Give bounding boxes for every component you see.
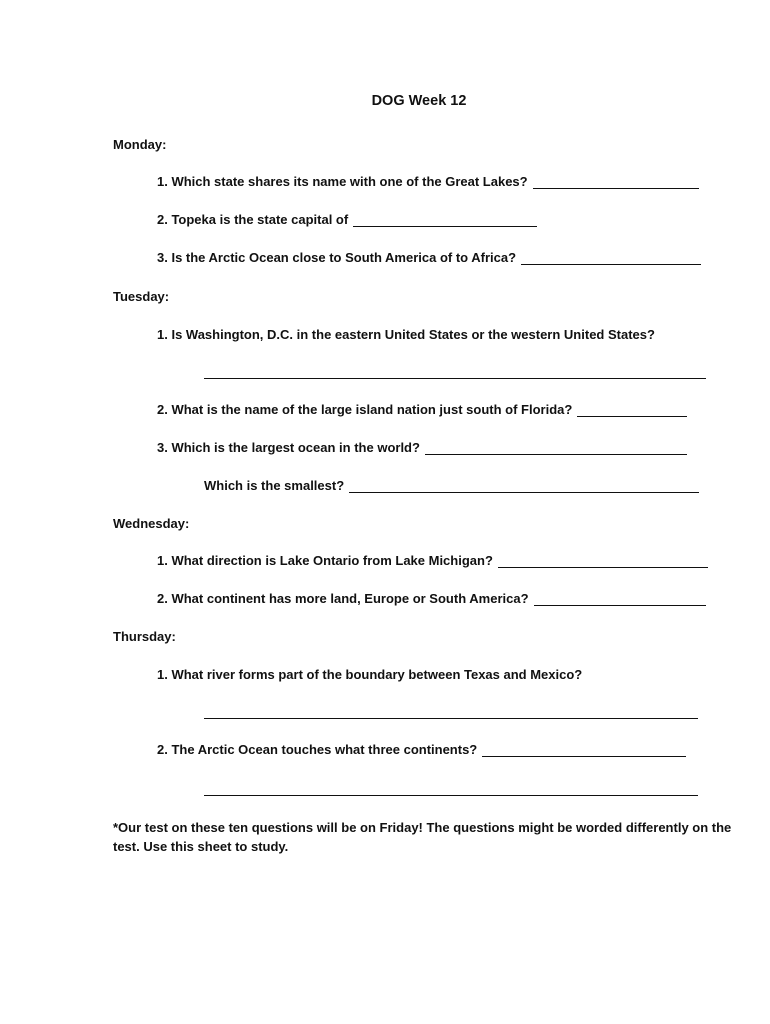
day-heading-thursday: Thursday:	[113, 629, 176, 644]
day-heading-tuesday: Tuesday:	[113, 289, 170, 304]
question-tuesday-2	[157, 402, 687, 417]
answer-blank[interactable]	[521, 252, 701, 265]
question-tuesday-3	[157, 440, 687, 455]
question-text: 3. Which is the largest ocean in the world?	[157, 440, 420, 455]
question-monday-3	[157, 250, 701, 265]
answer-blank[interactable]	[353, 214, 537, 227]
answer-blank[interactable]	[577, 404, 687, 417]
answer-line[interactable]	[204, 718, 698, 719]
question-tuesday-1	[157, 327, 655, 342]
answer-blank[interactable]	[498, 555, 708, 568]
question-text: 1. Which state shares its name with one of the Great Lakes?	[157, 174, 528, 189]
answer-blank[interactable]	[534, 593, 706, 606]
question-text: 2. Topeka is the state capital of	[157, 212, 349, 227]
question-text: 2. What is the name of the large island nation just south of Florida?	[157, 402, 573, 417]
question-thursday-1	[157, 667, 582, 682]
question-monday-1	[157, 174, 699, 189]
day-heading-monday: Monday:	[113, 137, 167, 152]
answer-line[interactable]	[204, 378, 706, 379]
page-title: DOG Week 12	[371, 93, 467, 109]
question-text: 3. Is the Arctic Ocean close to South America of to Africa?	[157, 250, 517, 265]
question-wednesday-2	[157, 591, 706, 606]
question-thursday-2	[157, 742, 686, 757]
question-tuesday-3b	[204, 478, 699, 493]
answer-line[interactable]	[204, 795, 698, 796]
question-text: 2. The Arctic Ocean touches what three continents?	[157, 742, 478, 757]
day-heading-wednesday: Wednesday:	[113, 516, 190, 531]
answer-blank[interactable]	[533, 176, 699, 189]
question-monday-2	[157, 212, 537, 227]
question-text: 1. What river forms part of the boundary between Texas and Mexico?	[157, 667, 583, 682]
question-text: 1. Is Washington, D.C. in the eastern United States or the western United States?	[157, 327, 655, 342]
question-text: 1. What direction is Lake Ontario from Lake Michigan?	[157, 553, 493, 568]
answer-blank[interactable]	[425, 442, 687, 455]
study-note: *Our test on these ten questions will be on Friday! The questions might be worded differently on the test. Use this sheet to study.	[113, 820, 732, 854]
answer-blank[interactable]	[482, 744, 686, 757]
question-wednesday-1	[157, 553, 708, 568]
question-text: 2. What continent has more land, Europe or South America?	[157, 591, 529, 606]
question-text: Which is the smallest?	[204, 478, 345, 493]
answer-blank[interactable]	[349, 480, 699, 493]
